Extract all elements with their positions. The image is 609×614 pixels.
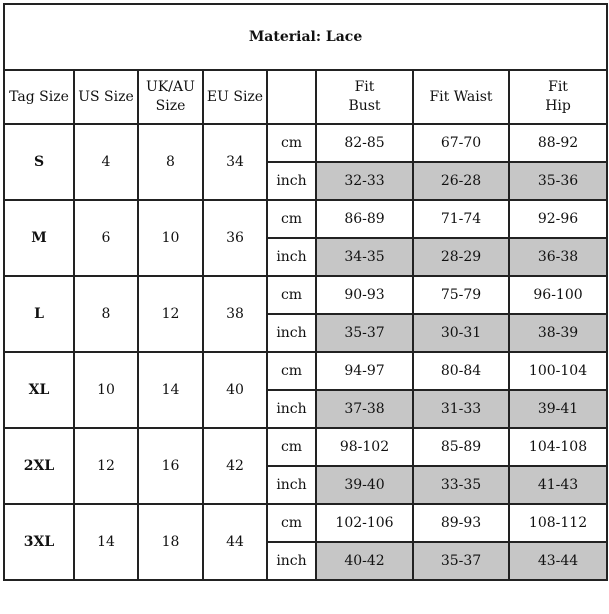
header-hip-line1: Fit xyxy=(548,79,568,95)
header-tag-size: Tag Size xyxy=(4,70,74,124)
waist-cm-cell: 85-89 xyxy=(413,428,509,466)
hip-cm-cell: 88-92 xyxy=(509,124,607,162)
tag-size-cell: 2XL xyxy=(4,428,74,504)
bust-cm-cell: 94-97 xyxy=(316,352,413,390)
waist-cm-cell: 67-70 xyxy=(413,124,509,162)
eu-size-cell: 36 xyxy=(203,200,267,276)
hip-cm-cell: 100-104 xyxy=(509,352,607,390)
us-size-cell: 10 xyxy=(74,352,138,428)
tag-size-cell: L xyxy=(4,276,74,352)
size-row-cm xyxy=(4,428,607,466)
bust-cm-cell: 82-85 xyxy=(316,124,413,162)
waist-cm-cell: 75-79 xyxy=(413,276,509,314)
unit-cm-cell: cm xyxy=(267,352,316,390)
header-eu-size: EU Size xyxy=(203,70,267,124)
waist-inch-cell: 30-31 xyxy=(413,314,509,352)
size-row-cm xyxy=(4,124,607,162)
header-fit-waist: Fit Waist xyxy=(413,70,509,124)
ukau-size-cell: 10 xyxy=(138,200,203,276)
unit-cm-cell: cm xyxy=(267,200,316,238)
tag-size-cell: M xyxy=(4,200,74,276)
ukau-size-cell: 18 xyxy=(138,504,203,580)
bust-cm-cell: 98-102 xyxy=(316,428,413,466)
bust-cm-cell: 102-106 xyxy=(316,504,413,542)
hip-inch-cell: 43-44 xyxy=(509,542,607,580)
ukau-size-cell: 14 xyxy=(138,352,203,428)
header-unit xyxy=(267,70,316,124)
header-ukau-line2: Size xyxy=(155,98,186,114)
hip-inch-cell: 38-39 xyxy=(509,314,607,352)
bust-inch-cell: 34-35 xyxy=(316,238,413,276)
unit-inch-cell: inch xyxy=(267,238,316,276)
size-table xyxy=(3,3,608,581)
bust-inch-cell: 39-40 xyxy=(316,466,413,504)
unit-inch-cell: inch xyxy=(267,466,316,504)
bust-inch-cell: 32-33 xyxy=(316,162,413,200)
waist-inch-cell: 28-29 xyxy=(413,238,509,276)
bust-inch-cell: 35-37 xyxy=(316,314,413,352)
unit-cm-cell: cm xyxy=(267,428,316,466)
waist-cm-cell: 80-84 xyxy=(413,352,509,390)
ukau-size-cell: 8 xyxy=(138,124,203,200)
waist-cm-cell: 71-74 xyxy=(413,200,509,238)
eu-size-cell: 34 xyxy=(203,124,267,200)
header-row xyxy=(4,70,607,124)
header-us-size: US Size xyxy=(74,70,138,124)
us-size-cell: 8 xyxy=(74,276,138,352)
hip-inch-cell: 35-36 xyxy=(509,162,607,200)
header-hip-line2: Hip xyxy=(545,98,571,114)
us-size-cell: 12 xyxy=(74,428,138,504)
eu-size-cell: 40 xyxy=(203,352,267,428)
hip-inch-cell: 41-43 xyxy=(509,466,607,504)
bust-cm-cell: 86-89 xyxy=(316,200,413,238)
unit-cm-cell: cm xyxy=(267,124,316,162)
us-size-cell: 14 xyxy=(74,504,138,580)
us-size-cell: 6 xyxy=(74,200,138,276)
unit-inch-cell: inch xyxy=(267,314,316,352)
waist-inch-cell: 31-33 xyxy=(413,390,509,428)
waist-inch-cell: 26-28 xyxy=(413,162,509,200)
tag-size-cell: 3XL xyxy=(4,504,74,580)
table-title: Material: Lace xyxy=(4,4,607,70)
size-row-cm xyxy=(4,276,607,314)
unit-inch-cell: inch xyxy=(267,542,316,580)
eu-size-cell: 42 xyxy=(203,428,267,504)
bust-inch-cell: 40-42 xyxy=(316,542,413,580)
ukau-size-cell: 16 xyxy=(138,428,203,504)
waist-cm-cell: 89-93 xyxy=(413,504,509,542)
header-ukau-size xyxy=(138,70,203,124)
header-fit-bust xyxy=(316,70,413,124)
hip-inch-cell: 39-41 xyxy=(509,390,607,428)
hip-cm-cell: 92-96 xyxy=(509,200,607,238)
header-ukau-line1: UK/AU xyxy=(146,79,195,95)
hip-inch-cell: 36-38 xyxy=(509,238,607,276)
header-bust-line2: Bust xyxy=(348,98,381,114)
bust-cm-cell: 90-93 xyxy=(316,276,413,314)
size-row-cm xyxy=(4,200,607,238)
tag-size-cell: S xyxy=(4,124,74,200)
waist-inch-cell: 35-37 xyxy=(413,542,509,580)
us-size-cell: 4 xyxy=(74,124,138,200)
tag-size-cell: XL xyxy=(4,352,74,428)
unit-cm-cell: cm xyxy=(267,504,316,542)
waist-inch-cell: 33-35 xyxy=(413,466,509,504)
size-row-cm xyxy=(4,352,607,390)
header-bust-line1: Fit xyxy=(354,79,375,95)
unit-cm-cell: cm xyxy=(267,276,316,314)
hip-cm-cell: 104-108 xyxy=(509,428,607,466)
eu-size-cell: 44 xyxy=(203,504,267,580)
hip-cm-cell: 96-100 xyxy=(509,276,607,314)
size-row-cm xyxy=(4,504,607,542)
unit-inch-cell: inch xyxy=(267,390,316,428)
header-fit-hip xyxy=(509,70,607,124)
bust-inch-cell: 37-38 xyxy=(316,390,413,428)
eu-size-cell: 38 xyxy=(203,276,267,352)
ukau-size-cell: 12 xyxy=(138,276,203,352)
hip-cm-cell: 108-112 xyxy=(509,504,607,542)
size-chart xyxy=(3,3,608,581)
unit-inch-cell: inch xyxy=(267,162,316,200)
